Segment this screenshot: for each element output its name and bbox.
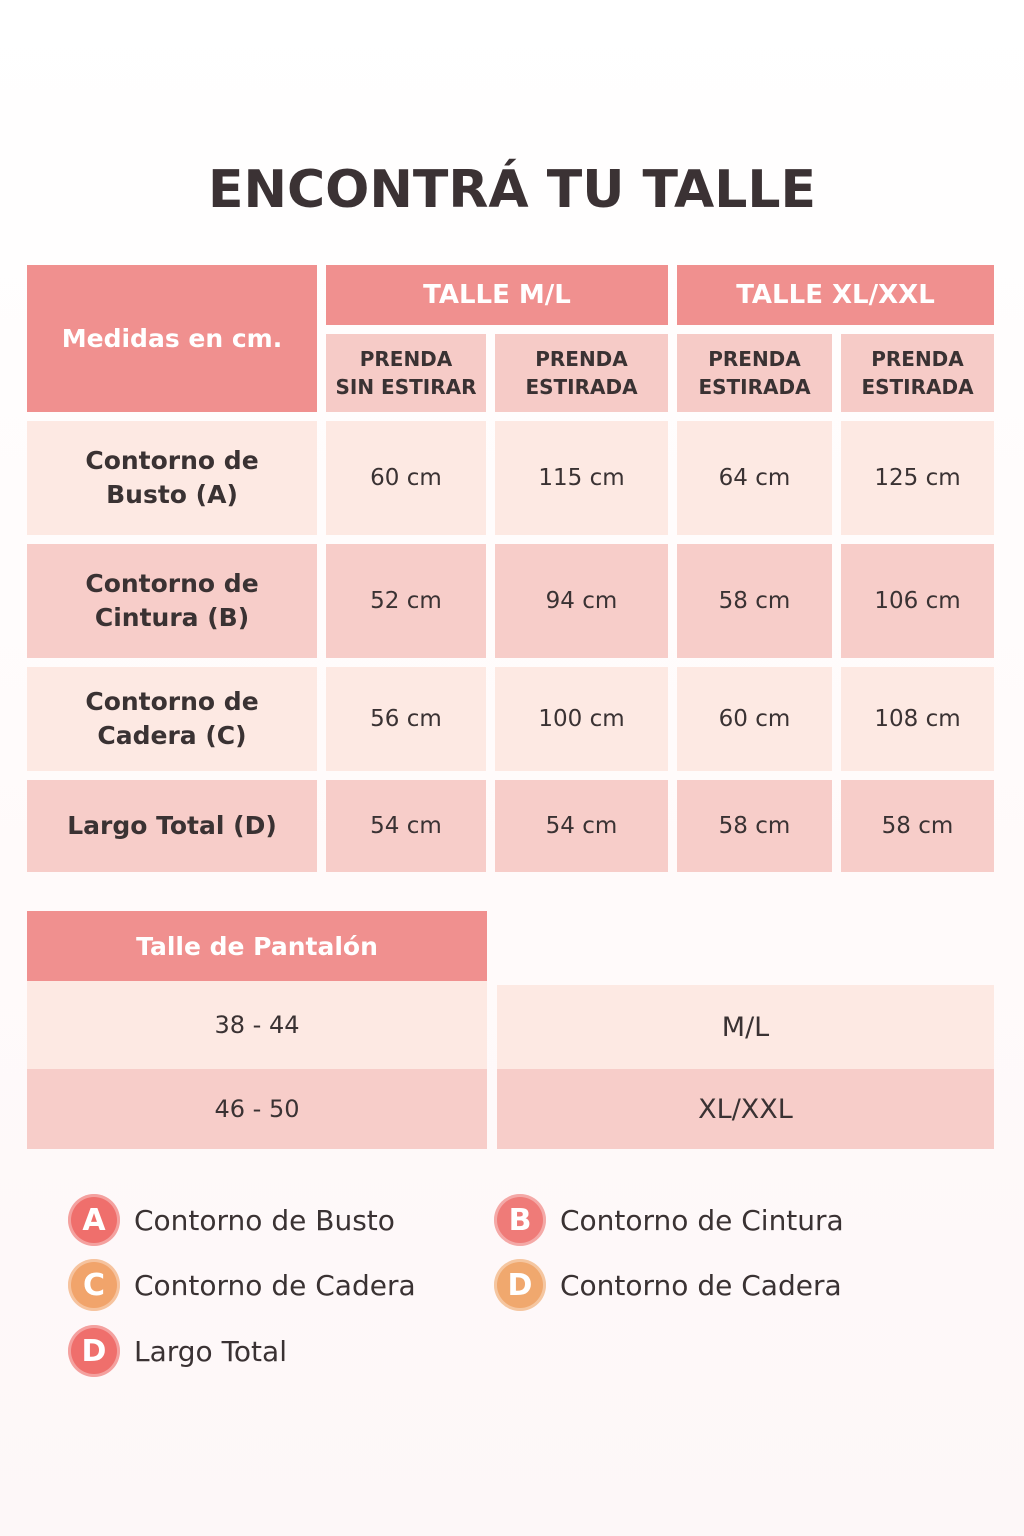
table-cell: 94 cm	[495, 544, 668, 658]
table-cell: 52 cm	[326, 544, 486, 658]
sub-header-4: PRENDA ESTIRADA	[841, 334, 994, 412]
pants-header-label: Talle de Pantalón	[136, 931, 378, 961]
legend-item-c	[68, 1259, 416, 1311]
legend-text: Contorno de Cadera	[560, 1268, 842, 1302]
table-cell: 58 cm	[841, 780, 994, 872]
legend-text: Contorno de Busto	[134, 1203, 395, 1237]
group-xl-label: TALLE XL/XXL	[736, 280, 935, 310]
badge-d	[68, 1325, 120, 1377]
table-cell: 108 cm	[841, 667, 994, 771]
row-label-largo: Largo Total (D)	[27, 780, 317, 872]
table-cell: 54 cm	[326, 780, 486, 872]
badge-letter: D	[507, 1267, 533, 1303]
pants-range-1: 38 - 44	[27, 981, 487, 1069]
legend-item-d2	[68, 1325, 287, 1377]
badge-c	[68, 1259, 120, 1311]
table-cell: 100 cm	[495, 667, 668, 771]
legend-text: Contorno de Cadera	[134, 1268, 416, 1302]
badge-letter: D	[81, 1333, 107, 1369]
badge-a	[68, 1194, 120, 1246]
sub-header-3: PRENDA ESTIRADA	[677, 334, 832, 412]
corner-label: Medidas en cm.	[61, 324, 283, 353]
row-label-busto: Contorno de Busto (A)	[27, 421, 317, 535]
pants-header	[27, 911, 487, 981]
legend-item-d1	[494, 1259, 842, 1311]
group-header-xl	[677, 265, 994, 325]
row-label-cintura: Contorno de Cintura (B)	[27, 544, 317, 658]
sub-header-1: PRENDA SIN ESTIRAR	[326, 334, 486, 412]
table-cell: 54 cm	[495, 780, 668, 872]
table-cell: 106 cm	[841, 544, 994, 658]
pants-range-2: 46 - 50	[27, 1069, 487, 1149]
legend-item-b	[494, 1194, 844, 1246]
badge-letter: C	[82, 1267, 106, 1303]
legend-item-a	[68, 1194, 395, 1246]
sub-header-2: PRENDA ESTIRADA	[495, 334, 668, 412]
table-cell: 60 cm	[326, 421, 486, 535]
legend-text: Largo Total	[134, 1334, 287, 1368]
table-cell: 60 cm	[677, 667, 832, 771]
legend-text: Contorno de Cintura	[560, 1203, 844, 1237]
table-cell: 115 cm	[495, 421, 668, 535]
table-cell: 58 cm	[677, 780, 832, 872]
table-cell: 125 cm	[841, 421, 994, 535]
badge-letter: B	[508, 1202, 532, 1238]
group-ml-label: TALLE M/L	[423, 280, 571, 310]
pants-size-1: M/L	[497, 985, 994, 1069]
badge-letter: A	[82, 1202, 106, 1238]
corner-header	[27, 265, 317, 412]
badge-b	[494, 1194, 546, 1246]
table-cell: 64 cm	[677, 421, 832, 535]
table-cell: 56 cm	[326, 667, 486, 771]
pants-size-2: XL/XXL	[497, 1069, 994, 1149]
table-cell: 58 cm	[677, 544, 832, 658]
badge-d	[494, 1259, 546, 1311]
page-title: ENCONTRÁ TU TALLE	[207, 160, 817, 220]
group-header-ml	[326, 265, 668, 325]
row-label-cadera: Contorno de Cadera (C)	[27, 667, 317, 771]
